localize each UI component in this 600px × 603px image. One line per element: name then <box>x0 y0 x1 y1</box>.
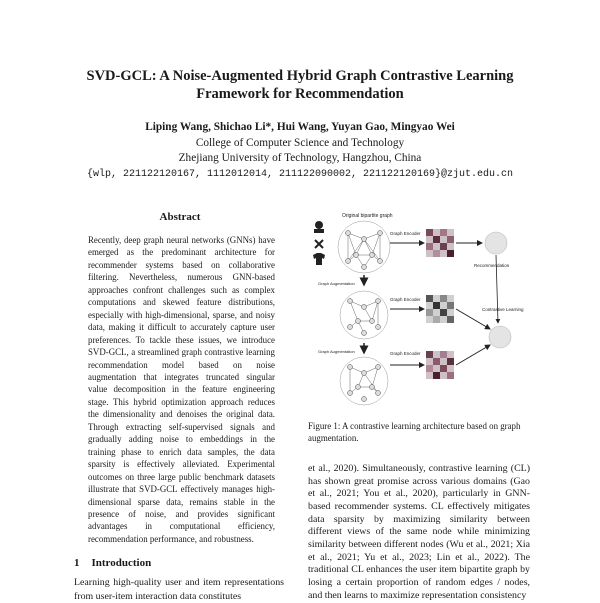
figure-1 <box>306 205 532 415</box>
cross-icon <box>315 240 323 248</box>
embedding-matrix-2 <box>426 295 454 323</box>
original-graph-nodes <box>346 231 383 270</box>
affiliation-line-1: College of Computer Science and Technology <box>195 136 405 149</box>
title-line-1: SVD-GCL: A Noise-Augmented Hybrid Graph Contrastive Learning <box>86 68 514 84</box>
abstract-heading: Abstract <box>159 211 201 223</box>
figure-label-encoder2: Graph Encoder <box>390 297 421 302</box>
title-line-2: Framework for Recommendation <box>196 86 404 102</box>
embedding-matrix-1 <box>426 229 454 257</box>
paper-title <box>40 67 560 103</box>
author-block <box>40 120 560 182</box>
author-emails: {wlp, 221122120167, 1112012014, 211122090002, 221122120169}@zjut.edu.cn <box>86 168 514 180</box>
abstract-text: Recently, deep graph neural networks (GNNs) have emerged as the predominant architecture for recommender systems based on collaborative filtering. Nevertheless, numerous GNN-based approaches confront challenges such as complex computations and skewed feature distributions, especially with high-dimensional, sparse, and noisy data, making it difficult to accurately capture user preferences. To tackle these issues, we introduce SVD-GCL, a streamlined graph contrastive learning recommendation model based on noise augmentation that integrates truncated singular value decomposition in the feature engineering stage. This hybrid optimization approach reduces the dimensionality and denoises the original data. Through extracting self-supervised signals and gradually adding noise to embeddings in the training phase to enrich data samples, the data sparsity is effectively alleviated. Experimental outcomes on three large public benchmark datasets illustrate that SVD-GCL effectively manages high-dimensional sparse data, remains stable in the presence of noise, and provides significant advantages in computational efficiency, recommendation performance, and robustness. <box>88 235 275 544</box>
author-names: Liping Wang, Shichao Li*, Hui Wang, Yuyan Gao, Mingyao Wei <box>145 121 455 133</box>
figure-label-rec: Recommendation <box>474 263 510 268</box>
affiliation-line-2: Zhejiang University of Technology, Hangzhou, China <box>178 152 422 164</box>
augmented-graph-1-nodes <box>348 299 381 336</box>
recommendation-node <box>485 232 507 254</box>
introduction-text: Learning high-quality user and item representations from user-item interaction data constitutes <box>74 577 284 602</box>
figure-label-encoder1: Graph Encoder <box>390 231 421 236</box>
right-column-text: et al., 2020). Simultaneously, contrastive learning (CL) has shown great promise across various domains (Gao et al., 2021; You et al., 2020), particularly in GNN-based recommender systems. CL effectively mitigates data sparsity by maximizing similarity between different views of the same node while minimizing similarity between different nodes (Wu et al., 2021; Xia et al., 2021; Yu et al., 2023; Lin et al., 2022). The traditional CL enhances the user item bipartite graph by losing a certain proportion of random edges / nodes, and then learns to maximize representation consistency <box>308 463 530 601</box>
figure-label-contrastive: Contrastive Learning <box>482 307 524 312</box>
figure-label-encoder3: Graph Encoder <box>390 351 421 356</box>
figure-label-aug2: Graph Augmentation <box>318 349 355 354</box>
section-number: 1 <box>74 557 80 569</box>
user-icon <box>314 221 324 233</box>
augmented-graph-2-nodes <box>348 365 381 402</box>
figure-label-aug1: Graph Augmentation <box>318 281 355 286</box>
arrow-to-cl-node-1 <box>456 309 490 329</box>
contrastive-node <box>489 326 511 348</box>
section-title: Introduction <box>91 557 152 569</box>
shirt-icon <box>313 253 325 265</box>
figure-label-original: Original bipartite graph <box>342 213 393 219</box>
figure-caption: Figure 1: A contrastive learning architecture based on graph augmentation. <box>308 421 521 443</box>
arrow-to-cl-node-2 <box>456 345 490 365</box>
section-heading-introduction <box>74 557 151 569</box>
embedding-matrix-3 <box>426 351 454 379</box>
